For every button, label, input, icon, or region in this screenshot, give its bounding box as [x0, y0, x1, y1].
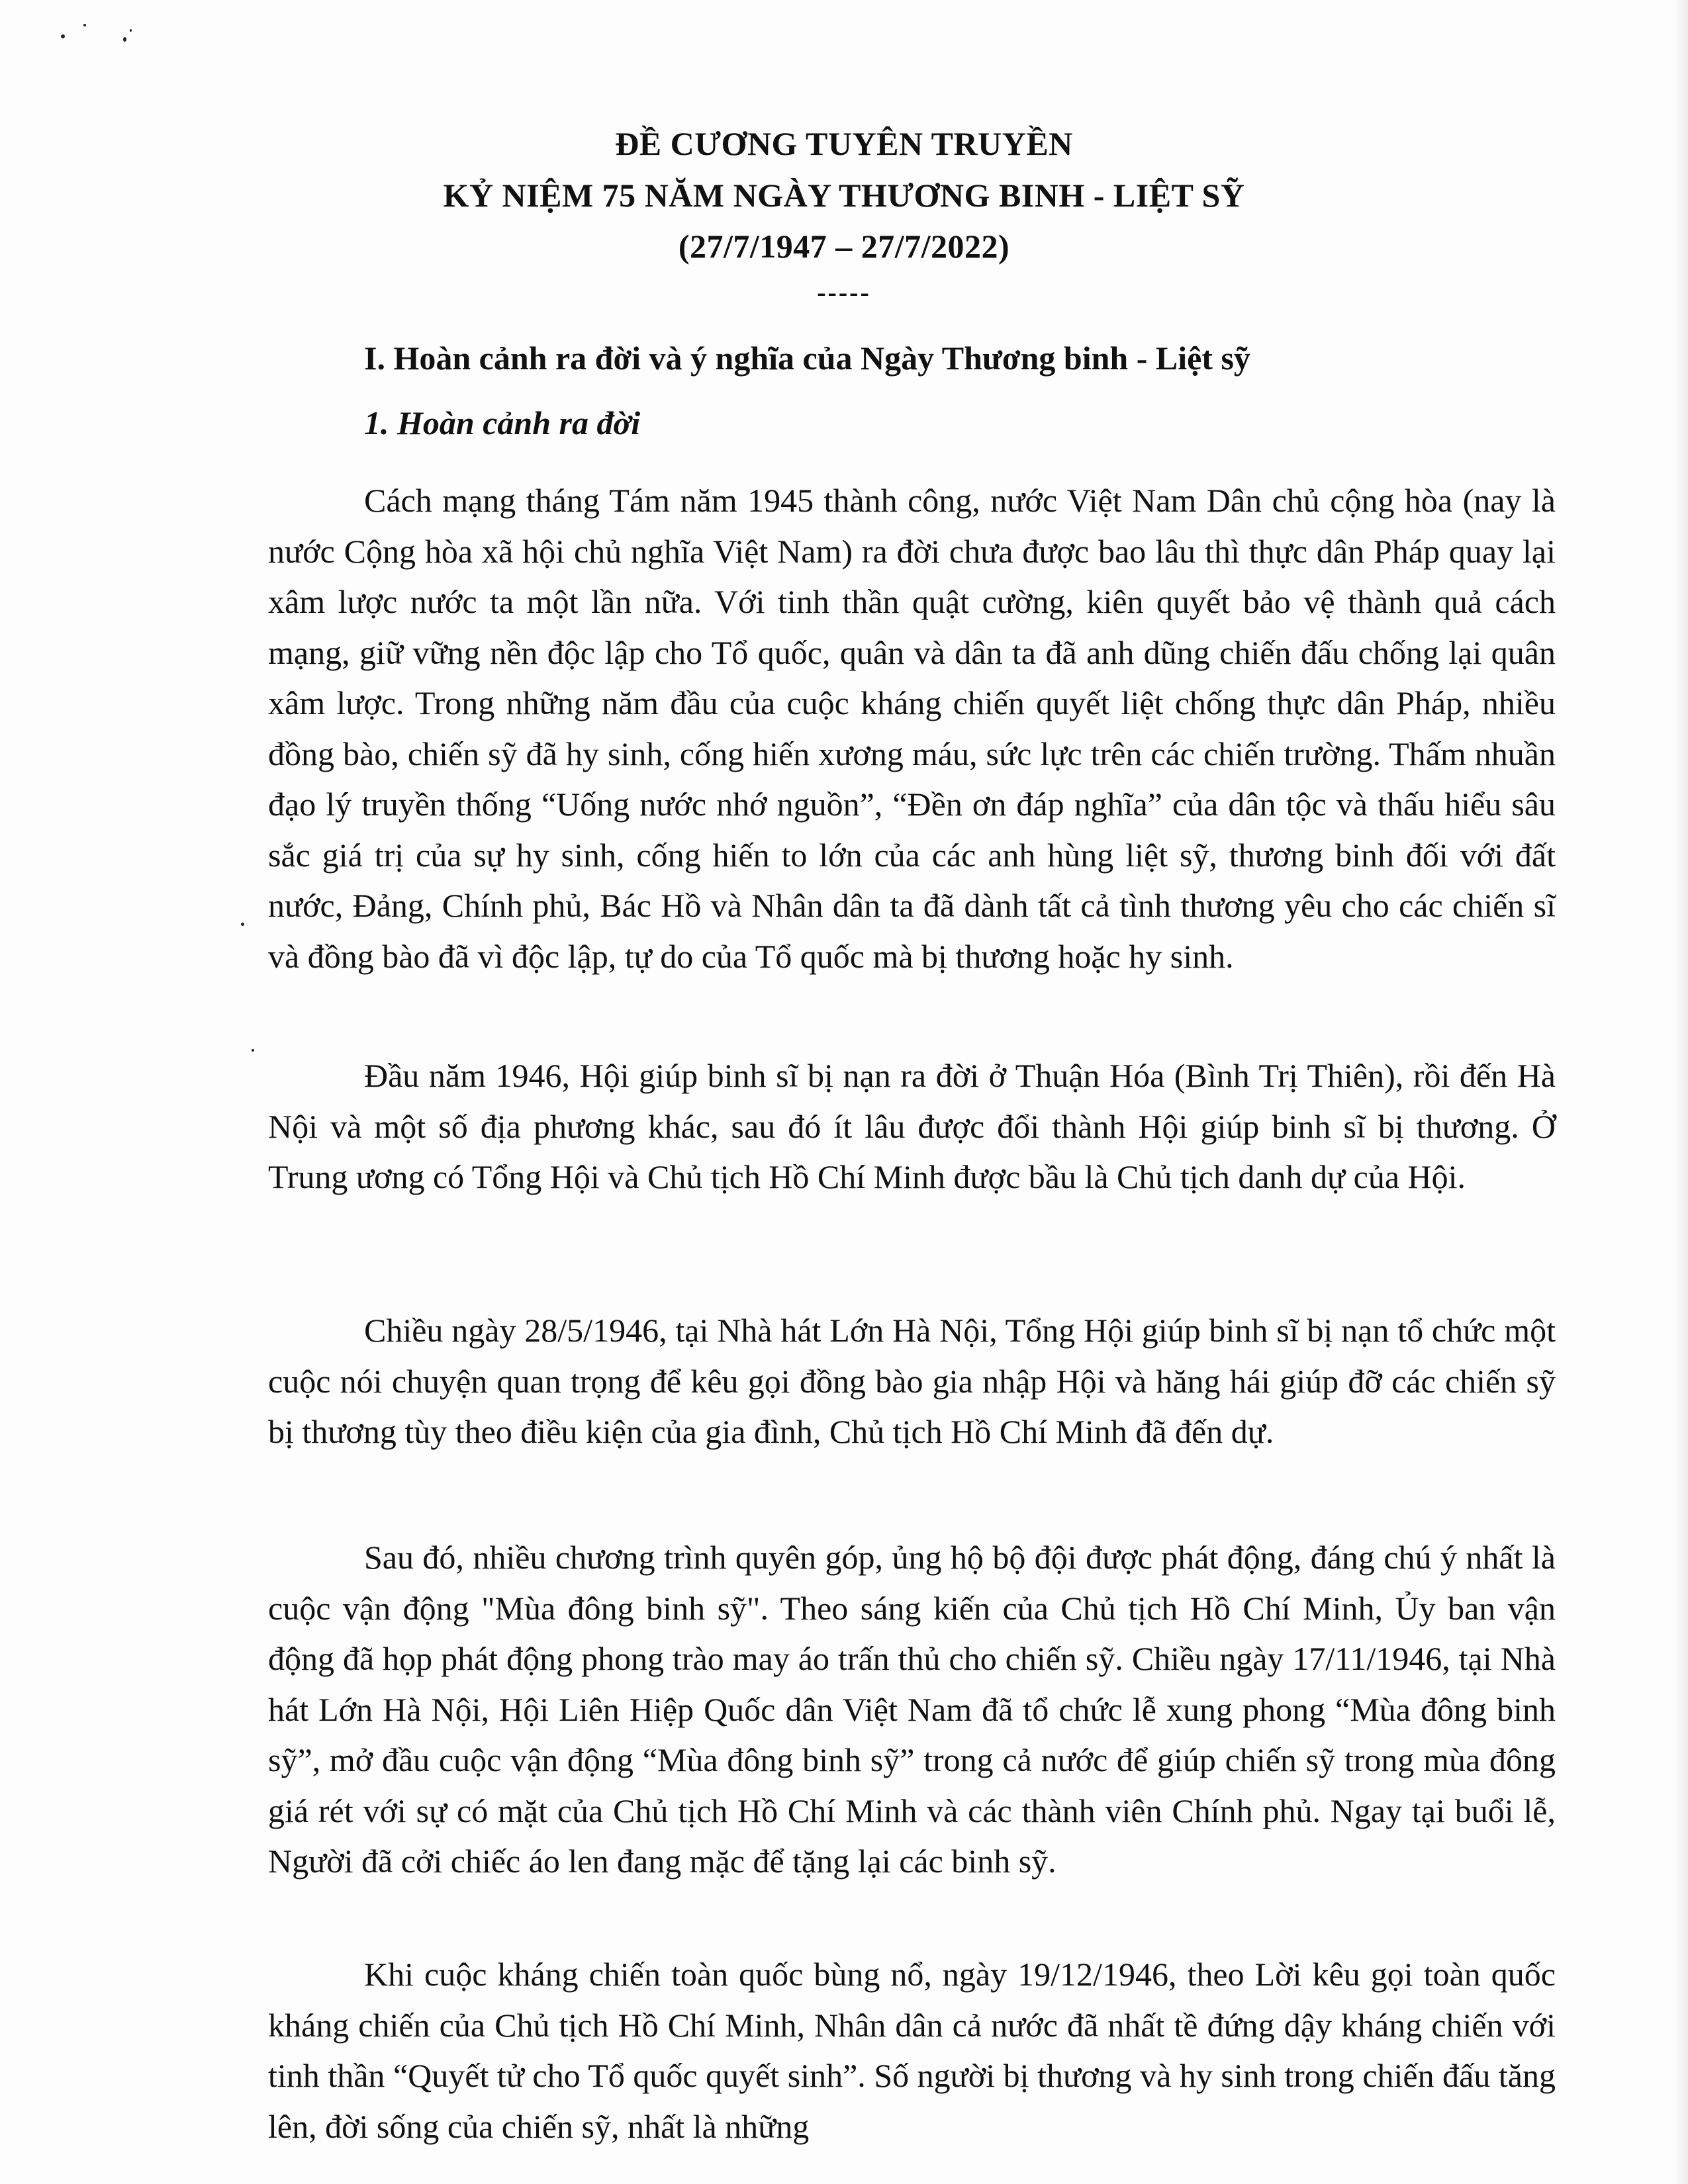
scan-speck [252, 1049, 254, 1052]
scan-speck [130, 29, 132, 32]
paragraph-2: Đầu năm 1946, Hội giúp binh sĩ bị nạn ra đời ở Thuận Hóa (Bình Trị Thiên), rồi đến Hà Nội và một số địa phương khác, sau đó ít lâu được đổi thành Hội giúp binh sĩ bị thương. Ở Trung ương có Tổng Hội và Chủ tịch Hồ Chí Minh được bầu là Chủ tịch danh dự của Hội. [268, 1057, 1556, 1195]
page-edge-shadow [1673, 0, 1688, 2184]
paragraph-5: Khi cuộc kháng chiến toàn quốc bùng nổ, ngày 19/12/1946, theo Lời kêu gọi toàn quốc kháng chiến của Chủ tịch Hồ Chí Minh, Nhân dân cả nước đã nhất tề đứng dậy kháng chiến với tinh thần “Quyết tử cho Tổ quốc quyết sinh”. Số người bị thương và hy sinh trong chiến đấu tăng lên, đời sống của chiến sỹ, nhất là những [268, 1956, 1556, 2145]
paragraph-3: Chiều ngày 28/5/1946, tại Nhà hát Lớn Hà Nội, Tổng Hội giúp binh sĩ bị nạn tổ chức một cuộc nói chuyện quan trọng để kêu gọi đồng bào gia nhập Hội và hăng hái giúp đỡ các chiến sỹ bị thương tùy theo điều kiện của gia đình, Chủ tịch Hồ Chí Minh đã đến dự. [268, 1312, 1556, 1450]
paragraph-1: Cách mạng tháng Tám năm 1945 thành công, nước Việt Nam Dân chủ cộng hòa (nay là nước Cộng hòa xã hội chủ nghĩa Việt Nam) ra đời chưa được bao lâu thì thực dân Pháp quay lại xâm lược nước ta một lần nữa. Với tinh thần quật cường, kiên quyết bảo vệ thành quả cách mạng, giữ vững nền độc lập cho Tổ quốc, quân và dân ta đã anh dũng chiến đấu chống lại quân xâm lược. Trong những năm đầu của cuộc kháng chiến quyết liệt chống thực dân Pháp, nhiều đồng bào, chiến sỹ đã hy sinh, cống hiến xương máu, sức lực trên các chiến trường. Thấm nhuần đạo lý truyền thống “Uống nước nhớ nguồn”, “Đền ơn đáp nghĩa” của dân tộc và thấu hiểu sâu sắc giá trị của sự hy sinh, cống hiến to lớn của các anh hùng liệt sỹ, thương binh đối với đất nước, Đảng, Chính phủ, Bác Hồ và Nhân dân ta đã dành tất cả tình thương yêu cho các chiến sĩ và đồng bào đã vì độc lập, tự do của Tổ quốc mà bị thương hoặc hy sinh. [268, 482, 1556, 975]
document-title-line-1: ĐỀ CƯƠNG TUYÊN TRUYỀN [615, 125, 1073, 162]
scan-speck [123, 37, 126, 42]
document-title-dates: (27/7/1947 – 27/7/2022) [678, 228, 1010, 265]
scan-speck [83, 24, 86, 26]
scan-speck [61, 34, 65, 38]
title-divider: ----- [817, 277, 871, 307]
paragraph-4: Sau đó, nhiều chương trình quyên góp, ủng hộ bộ đội được phát động, đáng chú ý nhất là cuộc vận động "Mùa đông binh sỹ". Theo sáng kiến của Chủ tịch Hồ Chí Minh, Ủy ban vận động đã họp phát động phong trào may áo trấn thủ cho chiến sỹ. Chiều ngày 17/11/1946, tại Nhà hát Lớn Hà Nội, Hội Liên Hiệp Quốc dân Việt Nam đã tổ chức lễ xung phong “Mùa đông binh sỹ”, mở đầu cuộc vận động “Mùa đông binh sỹ” trong cả nước để giúp chiến sỹ trong mùa đông giá rét với sự có mặt của Chủ tịch Hồ Chí Minh và các thành viên Chính phủ. Ngay tại buổi lễ, Người đã cởi chiếc áo len đang mặc để tặng lại các binh sỹ. [268, 1539, 1556, 1880]
document-title-line-2: KỶ NIỆM 75 NĂM NGÀY THƯƠNG BINH - LIỆT SỸ [443, 177, 1245, 214]
subsection-heading: 1. Hoàn cảnh ra đời [364, 404, 641, 441]
section-heading: I. Hoàn cảnh ra đời và ý nghĩa của Ngày Thương binh - Liệt sỹ [364, 340, 1250, 377]
scan-speck [241, 923, 244, 926]
